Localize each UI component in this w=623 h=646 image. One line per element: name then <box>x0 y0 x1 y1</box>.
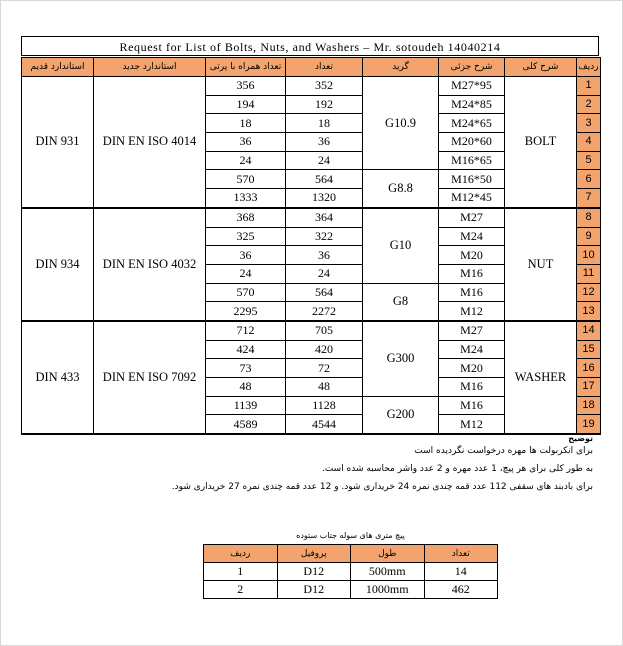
row-index-cell: 11 <box>577 264 601 283</box>
row-index-cell: 6 <box>577 170 601 189</box>
part-description-cell: M27 <box>439 208 505 227</box>
old-standard-cell: DIN 931 <box>22 77 94 208</box>
part-description-cell: M16*65 <box>439 151 505 170</box>
qty-cell: 420 <box>286 340 363 359</box>
rebar-cell: 1000mm <box>351 581 425 599</box>
qty-cell: 18 <box>286 114 363 133</box>
qty-cell: 48 <box>286 378 363 397</box>
qty-with-waste-cell: 24 <box>206 264 286 283</box>
row-index-cell: 16 <box>577 359 601 378</box>
row-index-cell: 17 <box>577 378 601 397</box>
qty-with-waste-cell: 1333 <box>206 189 286 208</box>
grade-cell: G10 <box>363 208 439 283</box>
column-header: استاندارد قدیم <box>22 58 94 77</box>
table-row <box>22 208 601 227</box>
part-description-cell: M24 <box>439 340 505 359</box>
part-description-cell: M24*85 <box>439 95 505 114</box>
general-description-cell: WASHER <box>505 321 577 434</box>
qty-cell: 4544 <box>286 415 363 434</box>
rebar-cell: 500mm <box>351 563 425 581</box>
rebar-cell: 1 <box>204 563 278 581</box>
rebar-cell: 14 <box>424 563 498 581</box>
part-description-cell: M24 <box>439 227 505 246</box>
note-line-3: برای بادبند های سقفی 112 عدد قمه چندی نمره 24 خریداری شود. و 12 عدد قمه چندی نمره 27 خریداری شود. <box>171 482 593 492</box>
qty-with-waste-cell: 356 <box>206 77 286 96</box>
qty-with-waste-cell: 2295 <box>206 302 286 321</box>
row-index-cell: 19 <box>577 415 601 434</box>
column-header: تعداد <box>286 58 363 77</box>
old-standard-cell: DIN 934 <box>22 208 94 321</box>
qty-with-waste-cell: 368 <box>206 208 286 227</box>
qty-with-waste-cell: 570 <box>206 283 286 302</box>
row-index-cell: 13 <box>577 302 601 321</box>
notes-heading: توضیح <box>568 434 593 443</box>
row-index-cell: 7 <box>577 189 601 208</box>
qty-with-waste-cell: 712 <box>206 321 286 340</box>
rebar-cell: D12 <box>277 581 351 599</box>
part-description-cell: M20 <box>439 246 505 265</box>
general-description-cell: BOLT <box>505 77 577 208</box>
qty-cell: 1320 <box>286 189 363 208</box>
table-header-row <box>22 58 601 77</box>
table-row <box>22 321 601 340</box>
row-index-cell: 4 <box>577 133 601 152</box>
rebar-cell: 462 <box>424 581 498 599</box>
part-description-cell: M20*60 <box>439 133 505 152</box>
qty-cell: 24 <box>286 264 363 283</box>
part-description-cell: M16 <box>439 264 505 283</box>
rebar-header-cell: تعداد <box>424 545 498 563</box>
grade-cell: G300 <box>363 321 439 396</box>
grade-cell: G10.9 <box>363 77 439 170</box>
qty-cell: 192 <box>286 95 363 114</box>
note-line-2: به طور کلی برای هر پیچ، 1 عدد مهره و 2 عدد واشر محاسبه شده است. <box>321 464 593 474</box>
part-description-cell: M27 <box>439 321 505 340</box>
part-description-cell: M16 <box>439 283 505 302</box>
column-header: شرح کلی <box>505 58 577 77</box>
column-header: تعداد همراه با پرتی <box>206 58 286 77</box>
qty-cell: 564 <box>286 283 363 302</box>
row-index-cell: 8 <box>577 208 601 227</box>
part-description-cell: M27*95 <box>439 77 505 96</box>
qty-cell: 36 <box>286 133 363 152</box>
qty-with-waste-cell: 36 <box>206 133 286 152</box>
grade-cell: G8 <box>363 283 439 321</box>
qty-with-waste-cell: 48 <box>206 378 286 397</box>
qty-with-waste-cell: 570 <box>206 170 286 189</box>
column-header: استاندارد جدید <box>94 58 206 77</box>
qty-cell: 72 <box>286 359 363 378</box>
row-index-cell: 12 <box>577 283 601 302</box>
row-index-cell: 2 <box>577 95 601 114</box>
rebar-header-cell: پروفیل <box>277 545 351 563</box>
qty-with-waste-cell: 4589 <box>206 415 286 434</box>
row-index-cell: 5 <box>577 151 601 170</box>
qty-with-waste-cell: 325 <box>206 227 286 246</box>
qty-cell: 1128 <box>286 396 363 415</box>
part-description-cell: M16 <box>439 378 505 397</box>
row-index-cell: 14 <box>577 321 601 340</box>
column-header: ردیف <box>577 58 601 77</box>
old-standard-cell: DIN 433 <box>22 321 94 434</box>
column-header: شرح جزئی <box>439 58 505 77</box>
row-index-cell: 15 <box>577 340 601 359</box>
qty-with-waste-cell: 18 <box>206 114 286 133</box>
rebar-row <box>204 581 498 599</box>
qty-with-waste-cell: 194 <box>206 95 286 114</box>
rebar-cell: 2 <box>204 581 278 599</box>
qty-with-waste-cell: 424 <box>206 340 286 359</box>
rebar-row <box>204 563 498 581</box>
row-index-cell: 10 <box>577 246 601 265</box>
rebar-header-row <box>204 545 498 563</box>
qty-with-waste-cell: 36 <box>206 246 286 265</box>
qty-cell: 322 <box>286 227 363 246</box>
qty-cell: 705 <box>286 321 363 340</box>
document-title <box>21 36 599 56</box>
qty-cell: 352 <box>286 77 363 96</box>
rebar-header-cell: ردیف <box>204 545 278 563</box>
qty-with-waste-cell: 73 <box>206 359 286 378</box>
qty-cell: 364 <box>286 208 363 227</box>
qty-cell: 2272 <box>286 302 363 321</box>
part-description-cell: M20 <box>439 359 505 378</box>
title-text: Request for List of Bolts, Nuts, and Washers – Mr. sotoudeh <box>119 40 445 54</box>
rebar-header-cell: طول <box>351 545 425 563</box>
row-index-cell: 1 <box>577 77 601 96</box>
part-description-cell: M12 <box>439 302 505 321</box>
part-description-cell: M16 <box>439 396 505 415</box>
qty-cell: 564 <box>286 170 363 189</box>
table-row <box>22 77 601 96</box>
document-code: 14040214 <box>447 40 501 54</box>
rebar-table <box>203 544 498 599</box>
new-standard-cell: DIN EN ISO 4014 <box>94 77 206 208</box>
part-description-cell: M12*45 <box>439 189 505 208</box>
part-description-cell: M16*50 <box>439 170 505 189</box>
row-index-cell: 9 <box>577 227 601 246</box>
note-line-1: برای انکربولت ها مهره درخواست نگردیده است <box>414 446 593 456</box>
new-standard-cell: DIN EN ISO 7092 <box>94 321 206 434</box>
grade-cell: G200 <box>363 396 439 434</box>
qty-with-waste-cell: 1139 <box>206 396 286 415</box>
row-index-cell: 3 <box>577 114 601 133</box>
column-header: گرید <box>363 58 439 77</box>
general-description-cell: NUT <box>505 208 577 321</box>
part-description-cell: M12 <box>439 415 505 434</box>
rebar-table-title: پیچ متری های سوله جتاب ستوده <box>296 531 405 540</box>
part-description-cell: M24*65 <box>439 114 505 133</box>
qty-cell: 24 <box>286 151 363 170</box>
fasteners-table <box>21 57 601 435</box>
qty-with-waste-cell: 24 <box>206 151 286 170</box>
grade-cell: G8.8 <box>363 170 439 208</box>
new-standard-cell: DIN EN ISO 4032 <box>94 208 206 321</box>
rebar-cell: D12 <box>277 563 351 581</box>
qty-cell: 36 <box>286 246 363 265</box>
row-index-cell: 18 <box>577 396 601 415</box>
notes-section <box>33 434 593 500</box>
